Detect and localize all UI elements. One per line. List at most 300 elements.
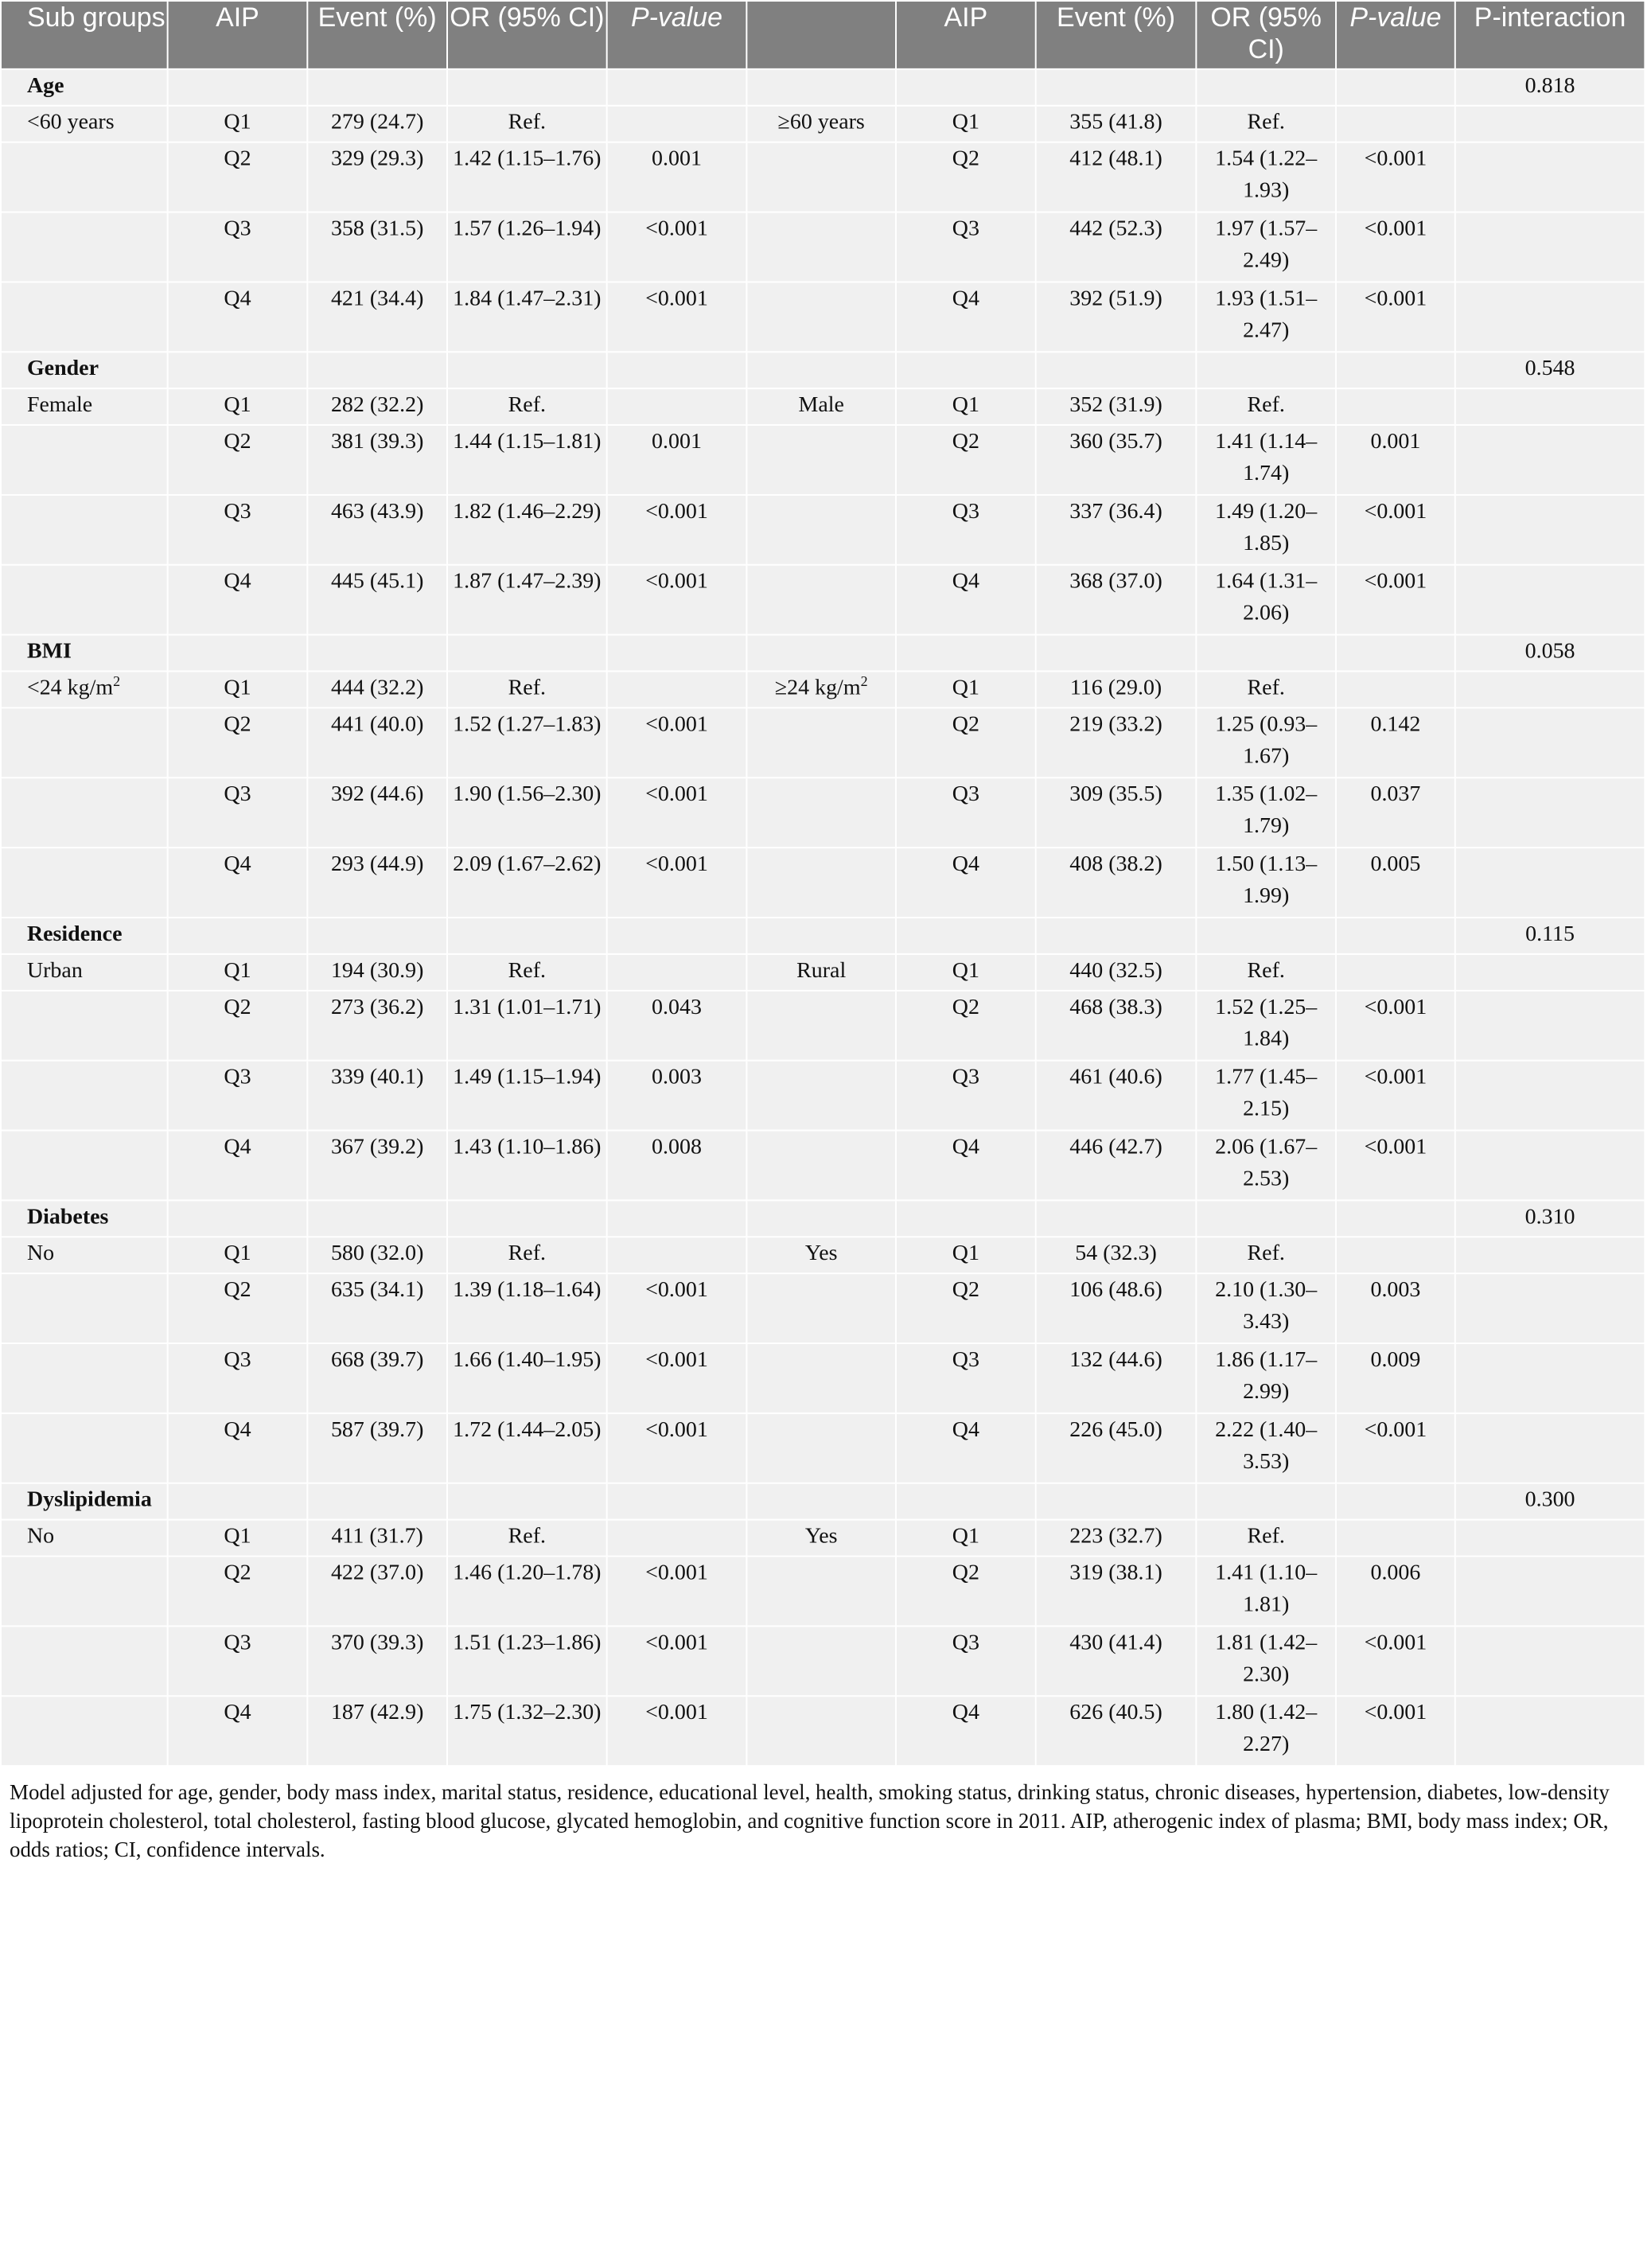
or-ci-right: 1.35 (1.02–1.79) (1196, 777, 1336, 848)
or-ci-left: 1.82 (1.46–2.29) (447, 495, 607, 565)
empty-cell (1336, 918, 1455, 954)
empty-cell (1036, 352, 1197, 388)
or-ci-right: Ref. (1196, 388, 1336, 425)
p-value-right: <0.001 (1336, 282, 1455, 352)
empty-cell (307, 1200, 447, 1237)
p-value-left: <0.001 (607, 565, 747, 635)
aip-quartile-right: Q2 (896, 707, 1036, 777)
group-name: Residence (1, 918, 168, 954)
empty-cell (1196, 635, 1336, 672)
table-row (1, 565, 1645, 635)
empty-cell (896, 1483, 1036, 1520)
aip-quartile-left: Q3 (168, 1626, 308, 1696)
empty-cell (1455, 1626, 1645, 1696)
empty-cell (168, 69, 308, 106)
left-subgroup-label (1, 388, 168, 425)
right-subgroup-text: Yes (804, 1241, 838, 1266)
empty-cell (746, 635, 896, 672)
event-right: 446 (42.7) (1036, 1131, 1197, 1201)
right-subgroup-label (746, 1520, 896, 1557)
left-subgroup-label (1, 142, 168, 212)
or-ci-left: Ref. (447, 672, 607, 708)
or-ci-left: Ref. (447, 954, 607, 991)
right-subgroup-label (746, 1626, 896, 1696)
empty-cell (1455, 672, 1645, 708)
left-subgroup-label (1, 1557, 168, 1627)
aip-quartile-right: Q3 (896, 1061, 1036, 1131)
p-interaction-value: 0.818 (1455, 69, 1645, 106)
table-row (1, 212, 1645, 283)
p-value-right: <0.001 (1336, 1131, 1455, 1201)
event-right: 337 (36.4) (1036, 495, 1197, 565)
empty-cell (1455, 1131, 1645, 1201)
aip-quartile-left: Q1 (168, 1520, 308, 1557)
p-value-left: 0.001 (607, 425, 747, 495)
p-value-right (1336, 1237, 1455, 1273)
right-subgroup-label (746, 1343, 896, 1413)
aip-quartile-right: Q1 (896, 1520, 1036, 1557)
event-right: 360 (35.7) (1036, 425, 1197, 495)
table-row (1, 142, 1645, 212)
empty-cell (1336, 1200, 1455, 1237)
right-subgroup-text: Male (798, 392, 844, 418)
or-ci-right: 1.49 (1.20–1.85) (1196, 495, 1336, 565)
aip-quartile-left: Q1 (168, 672, 308, 708)
left-subgroup-label (1, 672, 168, 708)
right-subgroup-label (746, 388, 896, 425)
right-subgroup-label (746, 1413, 896, 1483)
event-left: 668 (39.7) (307, 1343, 447, 1413)
right-subgroup-label (746, 1237, 896, 1273)
empty-cell (1196, 1483, 1336, 1520)
event-right: 412 (48.1) (1036, 142, 1197, 212)
event-left: 392 (44.6) (307, 777, 447, 848)
table-row (1, 1413, 1645, 1483)
or-ci-left: 1.52 (1.27–1.83) (447, 707, 607, 777)
empty-cell (447, 1200, 607, 1237)
aip-quartile-right: Q3 (896, 212, 1036, 283)
aip-quartile-right: Q4 (896, 565, 1036, 635)
empty-cell (447, 69, 607, 106)
empty-cell (1455, 212, 1645, 283)
empty-cell (746, 1200, 896, 1237)
aip-quartile-left: Q1 (168, 1237, 308, 1273)
p-value-right (1336, 672, 1455, 708)
table-row (1, 1557, 1645, 1627)
event-right: 461 (40.6) (1036, 1061, 1197, 1131)
empty-cell (447, 918, 607, 954)
p-value-right: 0.001 (1336, 425, 1455, 495)
left-subgroup-label (1, 1413, 168, 1483)
aip-quartile-left: Q3 (168, 1061, 308, 1131)
aip-quartile-left: Q2 (168, 991, 308, 1061)
or-ci-right: 1.25 (0.93–1.67) (1196, 707, 1336, 777)
empty-cell (307, 352, 447, 388)
event-left: 339 (40.1) (307, 1061, 447, 1131)
empty-cell (1455, 1273, 1645, 1343)
p-value-right: 0.005 (1336, 848, 1455, 918)
empty-cell (1455, 282, 1645, 352)
header-or-right: OR (95% CI) (1196, 1, 1336, 69)
table-row (1, 1520, 1645, 1557)
aip-quartile-left: Q3 (168, 495, 308, 565)
p-value-left: <0.001 (607, 1273, 747, 1343)
event-right: 408 (38.2) (1036, 848, 1197, 918)
aip-quartile-left: Q4 (168, 282, 308, 352)
aip-quartile-left: Q1 (168, 106, 308, 142)
table-row (1, 672, 1645, 708)
empty-cell (1455, 1557, 1645, 1627)
p-value-left: <0.001 (607, 495, 747, 565)
or-ci-right: Ref. (1196, 1520, 1336, 1557)
right-subgroup-label (746, 142, 896, 212)
or-ci-left: 2.09 (1.67–2.62) (447, 848, 607, 918)
right-subgroup-label (746, 106, 896, 142)
event-left: 358 (31.5) (307, 212, 447, 283)
right-subgroup-text: ≥24 kg/m (774, 675, 861, 700)
or-ci-right: 1.93 (1.51–2.47) (1196, 282, 1336, 352)
empty-cell (896, 69, 1036, 106)
table-row (1, 1131, 1645, 1201)
event-right: 355 (41.8) (1036, 106, 1197, 142)
empty-cell (896, 1200, 1036, 1237)
empty-cell (307, 635, 447, 672)
or-ci-right: 2.22 (1.40–3.53) (1196, 1413, 1336, 1483)
event-left: 187 (42.9) (307, 1696, 447, 1766)
event-left: 580 (32.0) (307, 1237, 447, 1273)
table-row (1, 1273, 1645, 1343)
or-ci-left: 1.44 (1.15–1.81) (447, 425, 607, 495)
table-row (1, 1061, 1645, 1131)
table-row (1, 495, 1645, 565)
empty-cell (746, 69, 896, 106)
empty-cell (1196, 918, 1336, 954)
left-subgroup-label (1, 106, 168, 142)
empty-cell (447, 352, 607, 388)
aip-quartile-right: Q2 (896, 991, 1036, 1061)
or-ci-right: 1.77 (1.45–2.15) (1196, 1061, 1336, 1131)
right-subgroup-label (746, 1131, 896, 1201)
aip-quartile-right: Q2 (896, 142, 1036, 212)
event-left: 441 (40.0) (307, 707, 447, 777)
aip-quartile-left: Q1 (168, 954, 308, 991)
empty-cell (1336, 352, 1455, 388)
event-left: 635 (34.1) (307, 1273, 447, 1343)
empty-cell (1455, 1237, 1645, 1273)
or-ci-right: Ref. (1196, 1237, 1336, 1273)
aip-quartile-right: Q3 (896, 1626, 1036, 1696)
empty-cell (896, 352, 1036, 388)
group-name: Dyslipidemia (1, 1483, 168, 1520)
header-subgroups: Sub groups (1, 1, 168, 69)
left-subgroup-label (1, 777, 168, 848)
left-subgroup-label (1, 282, 168, 352)
p-value-right: <0.001 (1336, 1413, 1455, 1483)
group-row (1, 69, 1645, 106)
empty-cell (1036, 69, 1197, 106)
empty-cell (1455, 1520, 1645, 1557)
left-subgroup-text: No (26, 1241, 55, 1266)
right-subgroup-label (746, 565, 896, 635)
aip-quartile-left: Q3 (168, 777, 308, 848)
event-right: 223 (32.7) (1036, 1520, 1197, 1557)
event-right: 132 (44.6) (1036, 1343, 1197, 1413)
header-or-left: OR (95% CI) (447, 1, 607, 69)
aip-quartile-right: Q1 (896, 672, 1036, 708)
event-left: 381 (39.3) (307, 425, 447, 495)
right-subgroup-text: Rural (796, 957, 847, 983)
group-name: BMI (1, 635, 168, 672)
empty-cell (1455, 777, 1645, 848)
aip-quartile-right: Q4 (896, 282, 1036, 352)
event-right: 368 (37.0) (1036, 565, 1197, 635)
right-subgroup-label (746, 672, 896, 708)
aip-quartile-right: Q3 (896, 777, 1036, 848)
or-ci-left: 1.49 (1.15–1.94) (447, 1061, 607, 1131)
empty-cell (1196, 352, 1336, 388)
left-subgroup-text: Female (26, 392, 93, 418)
right-subgroup-superscript: 2 (860, 673, 868, 690)
empty-cell (746, 1483, 896, 1520)
or-ci-right: Ref. (1196, 672, 1336, 708)
empty-cell (1455, 425, 1645, 495)
event-right: 626 (40.5) (1036, 1696, 1197, 1766)
empty-cell (1455, 1061, 1645, 1131)
empty-cell (168, 1483, 308, 1520)
empty-cell (1455, 1343, 1645, 1413)
p-value-right: <0.001 (1336, 142, 1455, 212)
empty-cell (1455, 991, 1645, 1061)
empty-cell (1196, 1200, 1336, 1237)
aip-quartile-left: Q2 (168, 142, 308, 212)
p-value-left: <0.001 (607, 848, 747, 918)
right-subgroup-text: Yes (804, 1523, 838, 1549)
group-name: Gender (1, 352, 168, 388)
aip-quartile-left: Q3 (168, 212, 308, 283)
aip-quartile-right: Q1 (896, 1237, 1036, 1273)
left-subgroup-text: <60 years (26, 109, 115, 134)
left-subgroup-label (1, 1626, 168, 1696)
table-row (1, 106, 1645, 142)
p-value-left: <0.001 (607, 212, 747, 283)
p-value-right: <0.001 (1336, 1061, 1455, 1131)
header-pvalue-left (607, 1, 747, 69)
table-row (1, 1696, 1645, 1766)
empty-cell (607, 1483, 747, 1520)
p-value-right (1336, 106, 1455, 142)
left-subgroup-label (1, 1131, 168, 1201)
p-value-right: 0.142 (1336, 707, 1455, 777)
p-value-right (1336, 388, 1455, 425)
right-subgroup-label (746, 707, 896, 777)
aip-quartile-right: Q4 (896, 1696, 1036, 1766)
or-ci-right: 1.97 (1.57–2.49) (1196, 212, 1336, 283)
empty-cell (607, 635, 747, 672)
empty-cell (896, 635, 1036, 672)
empty-cell (1336, 635, 1455, 672)
p-value-left (607, 106, 747, 142)
aip-quartile-right: Q1 (896, 388, 1036, 425)
p-value-left: 0.008 (607, 1131, 747, 1201)
or-ci-left: 1.31 (1.01–1.71) (447, 991, 607, 1061)
left-subgroup-label (1, 1273, 168, 1343)
aip-quartile-left: Q3 (168, 1343, 308, 1413)
right-subgroup-label (746, 991, 896, 1061)
or-ci-left: 1.84 (1.47–2.31) (447, 282, 607, 352)
group-row (1, 1200, 1645, 1237)
or-ci-right: 1.81 (1.42–2.30) (1196, 1626, 1336, 1696)
event-right: 440 (32.5) (1036, 954, 1197, 991)
group-row (1, 352, 1645, 388)
or-ci-right: 1.54 (1.22–1.93) (1196, 142, 1336, 212)
or-ci-right: 1.86 (1.17–2.99) (1196, 1343, 1336, 1413)
p-value-left: <0.001 (607, 1343, 747, 1413)
empty-cell (1336, 1483, 1455, 1520)
event-right: 392 (51.9) (1036, 282, 1197, 352)
left-subgroup-label (1, 212, 168, 283)
event-left: 445 (45.1) (307, 565, 447, 635)
right-subgroup-label (746, 495, 896, 565)
or-ci-left: 1.66 (1.40–1.95) (447, 1343, 607, 1413)
empty-cell (896, 918, 1036, 954)
or-ci-right: 1.41 (1.14–1.74) (1196, 425, 1336, 495)
p-value-left: 0.001 (607, 142, 747, 212)
right-subgroup-text: ≥60 years (777, 109, 865, 134)
empty-cell (1455, 848, 1645, 918)
empty-cell (607, 1200, 747, 1237)
or-ci-left: Ref. (447, 1520, 607, 1557)
p-value-left: <0.001 (607, 1626, 747, 1696)
or-ci-right: 2.06 (1.67–2.53) (1196, 1131, 1336, 1201)
aip-quartile-right: Q1 (896, 954, 1036, 991)
or-ci-left: 1.75 (1.32–2.30) (447, 1696, 607, 1766)
or-ci-left: 1.72 (1.44–2.05) (447, 1413, 607, 1483)
aip-quartile-right: Q1 (896, 106, 1036, 142)
event-left: 279 (24.7) (307, 106, 447, 142)
empty-cell (307, 1483, 447, 1520)
table-footnote: Model adjusted for age, gender, body mass index, marital status, residence, educational level, health, smoking status, drinking status, chronic diseases, hypertension, diabetes, low-density lipoprotein cholesterol, total cholesterol, fasting blood glucose, glycated hemoglobin, and cognitive function score in 2011. AIP, atherogenic index of plasma; BMI, body mass index; OR, odds ratios; CI, confidence intervals. (9, 1780, 1610, 1861)
group-name: Diabetes (1, 1200, 168, 1237)
table-row (1, 707, 1645, 777)
p-value-right (1336, 954, 1455, 991)
aip-quartile-left: Q2 (168, 1557, 308, 1627)
table-row (1, 777, 1645, 848)
event-left: 444 (32.2) (307, 672, 447, 708)
p-value-left: <0.001 (607, 1413, 747, 1483)
group-row (1, 635, 1645, 672)
p-interaction-value: 0.058 (1455, 635, 1645, 672)
empty-cell (1036, 918, 1197, 954)
empty-cell (447, 635, 607, 672)
left-subgroup-text: Urban (26, 957, 83, 983)
right-subgroup-label (746, 954, 896, 991)
or-ci-right: 2.10 (1.30–3.43) (1196, 1273, 1336, 1343)
p-value-left: <0.001 (607, 1557, 747, 1627)
left-subgroup-label (1, 848, 168, 918)
table-row (1, 1343, 1645, 1413)
empty-cell (1455, 106, 1645, 142)
p-value-left (607, 388, 747, 425)
left-subgroup-label (1, 425, 168, 495)
left-subgroup-label (1, 707, 168, 777)
left-subgroup-superscript: 2 (113, 673, 121, 690)
or-ci-left: 1.57 (1.26–1.94) (447, 212, 607, 283)
table-row (1, 425, 1645, 495)
right-subgroup-label (746, 848, 896, 918)
or-ci-left: Ref. (447, 1237, 607, 1273)
empty-cell (1036, 1483, 1197, 1520)
p-value-right: <0.001 (1336, 212, 1455, 283)
empty-cell (1196, 69, 1336, 106)
event-left: 367 (39.2) (307, 1131, 447, 1201)
table-row (1, 1237, 1645, 1273)
event-right: 54 (32.3) (1036, 1237, 1197, 1273)
left-subgroup-label (1, 565, 168, 635)
empty-cell (168, 1200, 308, 1237)
p-value-right: 0.037 (1336, 777, 1455, 848)
or-ci-left: 1.90 (1.56–2.30) (447, 777, 607, 848)
empty-cell (307, 918, 447, 954)
empty-cell (607, 352, 747, 388)
right-subgroup-label (746, 1273, 896, 1343)
or-ci-right: 1.50 (1.13–1.99) (1196, 848, 1336, 918)
empty-cell (168, 352, 308, 388)
or-ci-left: 1.46 (1.20–1.78) (447, 1557, 607, 1627)
event-left: 194 (30.9) (307, 954, 447, 991)
p-value-left: <0.001 (607, 777, 747, 848)
empty-cell (307, 69, 447, 106)
header-blank (746, 1, 896, 69)
right-subgroup-label (746, 425, 896, 495)
p-value-left: <0.001 (607, 707, 747, 777)
header-row (1, 1, 1645, 69)
p-value-left (607, 1237, 747, 1273)
or-ci-right: 1.41 (1.10–1.81) (1196, 1557, 1336, 1627)
p-value-right: <0.001 (1336, 1696, 1455, 1766)
left-subgroup-label (1, 1520, 168, 1557)
empty-cell (1455, 495, 1645, 565)
right-subgroup-label (746, 777, 896, 848)
event-right: 352 (31.9) (1036, 388, 1197, 425)
left-subgroup-label (1, 954, 168, 991)
p-value-right: 0.009 (1336, 1343, 1455, 1413)
header-event-left: Event (%) (307, 1, 447, 69)
or-ci-right: 1.52 (1.25–1.84) (1196, 991, 1336, 1061)
event-right: 106 (48.6) (1036, 1273, 1197, 1343)
table-row (1, 388, 1645, 425)
empty-cell (1455, 565, 1645, 635)
empty-cell (168, 635, 308, 672)
p-interaction-value: 0.310 (1455, 1200, 1645, 1237)
group-name: Age (1, 69, 168, 106)
or-ci-left: 1.51 (1.23–1.86) (447, 1626, 607, 1696)
right-subgroup-label (746, 282, 896, 352)
or-ci-left: Ref. (447, 106, 607, 142)
empty-cell (607, 918, 747, 954)
p-interaction-value: 0.300 (1455, 1483, 1645, 1520)
event-left: 370 (39.3) (307, 1626, 447, 1696)
or-ci-right: 1.64 (1.31–2.06) (1196, 565, 1336, 635)
or-ci-left: 1.42 (1.15–1.76) (447, 142, 607, 212)
event-left: 422 (37.0) (307, 1557, 447, 1627)
event-right: 468 (38.3) (1036, 991, 1197, 1061)
aip-quartile-right: Q2 (896, 1273, 1036, 1343)
p-value-right: <0.001 (1336, 495, 1455, 565)
p-value-right: 0.006 (1336, 1557, 1455, 1627)
right-subgroup-label (746, 1696, 896, 1766)
event-right: 226 (45.0) (1036, 1413, 1197, 1483)
right-subgroup-label (746, 1557, 896, 1627)
